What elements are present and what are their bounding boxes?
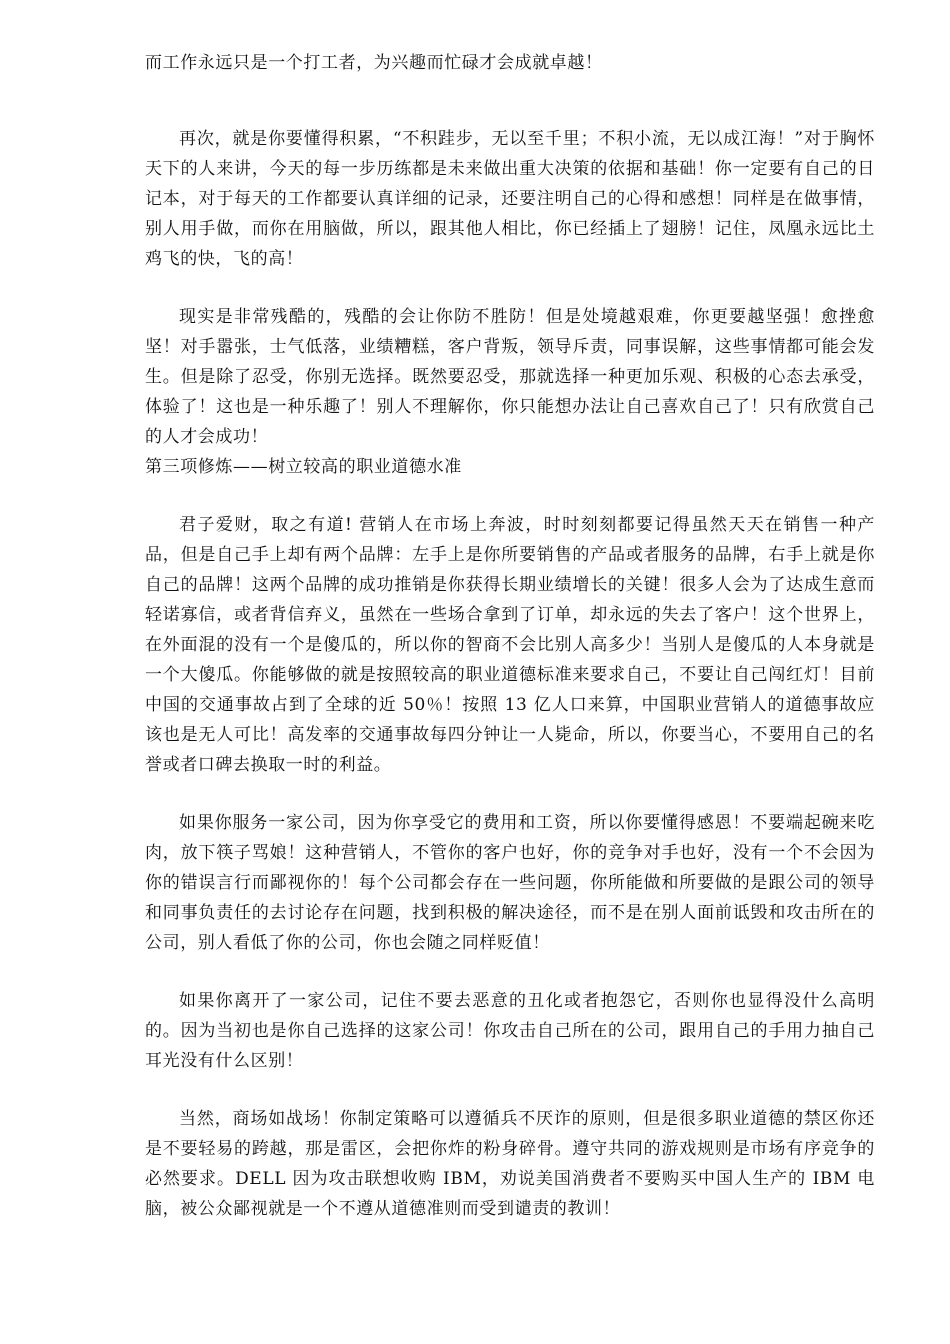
document-body — [145, 48, 875, 1224]
paragraph-gratitude: 如果你服务一家公司，因为你享受它的费用和工资，所以你要懂得感恩！不要端起碗来吃肉，放下筷子骂娘！这种营销人，不管你的客户也好，你的竞争对手也好，没有一个不会因为你的错误言行而鄙视你的！每个公司都会存在一些问题，你所能做和所要做的是跟公司的领导和同事负责任的去讨论存在问题，找到积极的解决途径，而不是在别人面前诋毁和攻击所在的公司，别人看低了你的公司，你也会随之同样贬值！ — [145, 813, 875, 953]
paragraph-spacer — [145, 482, 875, 510]
paragraph-leaving: 如果你离开了一家公司，记住不要去恶意的丑化或者抱怨它，否则你也显得没什么高明的。因为当初也是你自己选择的这家公司！你攻击自己所在的公司，跟用自己的手用力抽自己耳光没有什么区别！ — [145, 991, 875, 1071]
paragraph-spacer — [145, 958, 875, 986]
lead-line: 而工作永远只是一个打工者，为兴趣而忙碌才会成就卓越！ — [145, 53, 603, 73]
paragraph-reality: 现实是非常残酷的，残酷的会让你防不胜防！但是处境越艰难，你更要越坚强！愈挫愈坚！对手嚣张，士气低落，业绩糟糕，客户背叛，领导斥责，同事误解，这些事情都可能会发生。但是除了忍受，你别无选择。既然要忍受，那就选择一种更加乐观、积极的心态去承受，体验了！这也是一种乐趣了！别人不理解你，你只能想办法让自己喜欢自己了！只有欣赏自己的人才会成功！ — [145, 307, 875, 447]
paragraph-spacer — [145, 780, 875, 808]
paragraph-spacer — [145, 78, 875, 124]
section-heading: 第三项修炼——树立较高的职业道德水准 — [145, 457, 462, 477]
paragraph-ethics: 君子爱财，取之有道! 营销人在市场上奔波，时时刻刻都要记得虽然天天在销售一种产品，但是自己手上却有两个品牌：左手上是你所要销售的产品或者服务的品牌，右手上就是你自己的品牌！这两个品牌的成功推销是你获得长期业绩增长的关键！很多人会为了达成生意而轻诺寡信，或者背信弃义，虽然在一些场合拿到了订单，却永远的失去了客户！这个世界上，在外面混的没有一个是傻瓜的，所以你的智商不会比别人高多少！当别人是傻瓜的人本身就是一个大傻瓜。你能够做的就是按照较高的职业道德标准来要求自己，不要让自己闯红灯！目前中国的交通事故占到了全球的近 50％！按照 13 亿人口来算，中国职业营销人的道德事故应该也是无人可比！高发率的交通事故每四分钟让一人毙命，所以，你要当心，不要用自己的名誉或者口碑去换取一时的利益。 — [145, 515, 875, 775]
paragraph-market: 当然，商场如战场！你制定策略可以遵循兵不厌诈的原则，但是很多职业道德的禁区你还是不要轻易的跨越，那是雷区，会把你炸的粉身碎骨。遵守共同的游戏规则是市场有序竞争的必然要求。DELL 因为攻击联想收购 IBM，劝说美国消费者不要购买中国人生产的 IBM 电脑，被公众鄙视就是一个不遵从道德准则而受到谴责的教训！ — [145, 1109, 875, 1219]
paragraph-spacer — [145, 274, 875, 302]
paragraph-accumulate: 再次，就是你要懂得积累，“不积跬步，无以至千里；不积小流，无以成江海！”对于胸怀天下的人来讲，今天的每一步历练都是未来做出重大决策的依据和基础！你一定要有自己的日记本，对于每天的工作都要认真详细的记录，还要注明自己的心得和感想！同样是在做事情，别人用手做，而你在用脑做，所以，跟其他人相比，你已经插上了翅膀！记住，凤凰永远比土鸡飞的快，飞的高！ — [145, 129, 875, 269]
paragraph-spacer — [145, 1076, 875, 1104]
